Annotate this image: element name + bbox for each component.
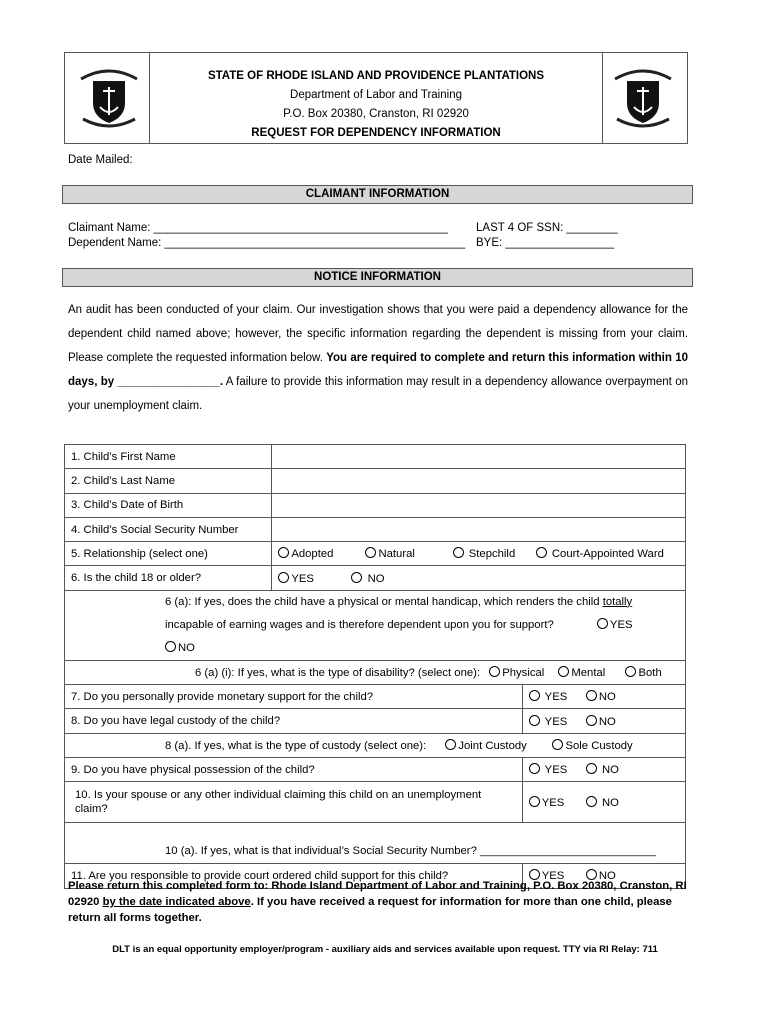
option-label: YES <box>609 618 633 631</box>
table-row <box>65 733 686 757</box>
option-label: Sole Custody <box>565 739 633 752</box>
radio-natural[interactable] <box>365 547 449 560</box>
option-label: Adopted <box>291 548 334 561</box>
radio-adopted[interactable] <box>278 547 362 560</box>
q7-options <box>522 685 685 709</box>
return-instructions <box>68 878 688 926</box>
radio-icon <box>365 547 376 558</box>
q8a-label: 8 (a). If yes, what is the type of custody (select one): <box>165 739 427 752</box>
table-row <box>65 566 686 590</box>
radio-icon <box>586 690 597 701</box>
q10-options <box>522 782 685 823</box>
radio-icon <box>586 715 597 726</box>
table-row <box>65 590 686 660</box>
q2-input[interactable] <box>272 469 686 493</box>
q10-label: 10. Is your spouse or any other individual claiming this child on an unemployment claim? <box>65 782 523 823</box>
q5-label: 5. Relationship (select one) <box>65 542 272 566</box>
option-label: Natural <box>378 548 415 561</box>
radio-sole-custody[interactable] <box>552 739 632 752</box>
q6a-cell <box>65 590 686 660</box>
radio-physical[interactable] <box>489 666 555 679</box>
radio-icon <box>278 547 289 558</box>
radio-icon <box>529 796 540 807</box>
q1-label: 1. Child’s First Name <box>65 445 272 469</box>
q8-label: 8. Do you have legal custody of the child? <box>65 709 523 733</box>
option-label: NO <box>598 870 616 883</box>
q3-input[interactable] <box>272 493 686 517</box>
radio-icon <box>529 690 540 701</box>
radio-joint-custody[interactable] <box>445 739 549 752</box>
radio-yes[interactable] <box>278 572 348 585</box>
q6a-label-cont: incapable of earning wages and is therefore dependent upon you for support? <box>165 618 554 631</box>
q2-label: 2. Child’s Last Name <box>65 469 272 493</box>
q11-label: 11. Are you responsible to provide court ordered child support for this child? <box>65 864 523 888</box>
radio-icon <box>586 796 597 807</box>
department-name: Department of Labor and Training <box>290 89 462 101</box>
dependency-form-table <box>64 444 686 889</box>
radio-no[interactable] <box>586 715 616 728</box>
q4-input[interactable] <box>272 517 686 541</box>
form-title: REQUEST FOR DEPENDENCY INFORMATION <box>251 127 501 139</box>
ssn-field[interactable]: LAST 4 OF SSN: ________ <box>476 222 618 234</box>
q10a-cell <box>65 823 686 864</box>
header-divider <box>602 53 603 143</box>
q6ai-cell <box>65 660 686 684</box>
notice-text: An audit has been conducted of your claim. Our investigation shows that you were paid a dependency allowance for the dependent child named above; however, the specific information regarding the dependent is missing from your claim. Please complete the requested information below. <box>68 304 688 364</box>
table-row <box>65 660 686 684</box>
q6a-label-underlined: totally <box>602 595 633 608</box>
table-row <box>65 709 686 733</box>
option-label: NO <box>598 691 616 704</box>
radio-both[interactable] <box>625 666 661 679</box>
radio-mental[interactable] <box>558 666 622 679</box>
radio-no[interactable] <box>165 637 195 660</box>
option-label: YES <box>541 796 565 809</box>
notice-section-title: NOTICE INFORMATION <box>62 268 693 287</box>
notice-paragraph <box>68 298 688 418</box>
option-label: Both <box>638 666 662 679</box>
radio-icon <box>558 666 569 677</box>
q4-label: 4. Child’s Social Security Number <box>65 517 272 541</box>
radio-no[interactable] <box>586 763 619 776</box>
claimant-section-title: CLAIMANT INFORMATION <box>62 185 693 204</box>
radio-icon <box>489 666 500 677</box>
q6a-label: 6 (a): If yes, does the child have a physical or mental handicap, which renders the child <box>165 595 603 608</box>
state-name: STATE OF RHODE ISLAND AND PROVIDENCE PLANTATIONS <box>207 70 545 82</box>
table-row <box>65 517 686 541</box>
radio-no[interactable] <box>351 572 384 585</box>
radio-no[interactable] <box>586 796 619 809</box>
option-label: Court-Appointed Ward <box>551 548 664 561</box>
radio-icon <box>529 715 540 726</box>
q1-input[interactable] <box>272 445 686 469</box>
date-mailed-label: Date Mailed: <box>68 154 133 166</box>
table-row <box>65 542 686 566</box>
dependent-name-field[interactable]: Dependent Name: _______________________________________________ <box>68 237 466 249</box>
return-text: Please return this completed form to: Rhode Island Department of Labor and Training, P.O. Box 20380, Cranston, RI 02920 <box>68 880 687 908</box>
q6-options <box>272 566 686 590</box>
q10a-label[interactable]: 10 (a). If yes, what is that individual’s Social Security Number? ____________________________ <box>165 845 656 858</box>
radio-icon <box>536 547 547 558</box>
state-seal-anchor-icon <box>71 59 147 135</box>
radio-icon <box>552 739 563 750</box>
q3-label: 3. Child’s Date of Birth <box>65 493 272 517</box>
q6ai-label: 6 (a) (i): If yes, what is the type of disability? (select one): <box>195 666 481 679</box>
radio-stepchild[interactable] <box>453 547 533 560</box>
radio-yes[interactable] <box>597 614 653 637</box>
option-label: Mental <box>571 666 606 679</box>
option-label: YES <box>544 764 568 777</box>
department-address: P.O. Box 20380, Cranston, RI 02920 <box>283 108 469 120</box>
return-text-underlined: by the date indicated above <box>102 896 251 908</box>
radio-no[interactable] <box>586 690 616 703</box>
form-header <box>64 52 688 144</box>
option-label: NO <box>178 641 195 654</box>
radio-court-appointed-ward[interactable] <box>536 547 664 560</box>
return-text-cont: . If you have received a request for information for more than one child, please return all forms together. <box>68 896 672 924</box>
radio-yes[interactable] <box>529 796 583 809</box>
radio-icon <box>351 572 362 583</box>
state-seal-anchor-icon <box>605 59 681 135</box>
table-row <box>65 445 686 469</box>
radio-yes[interactable] <box>529 690 583 703</box>
radio-icon <box>597 618 608 629</box>
option-label: Physical <box>502 666 545 679</box>
radio-icon <box>165 641 176 652</box>
q9-label: 9. Do you have physical possession of the child? <box>65 757 523 781</box>
q9-options <box>522 757 685 781</box>
header-text <box>155 67 597 143</box>
table-row <box>65 493 686 517</box>
radio-icon <box>529 763 540 774</box>
option-label: YES <box>541 870 565 883</box>
option-label: NO <box>602 764 619 777</box>
notice-overpayment-text: A failure to provide this information may result in a dependency allowance overpayment on your unemployment claim. <box>68 376 689 412</box>
option-label: NO <box>602 796 619 809</box>
q6-label: 6. Is the child 18 or older? <box>65 566 272 590</box>
eeo-statement: DLT is an equal opportunity employer/program - auxiliary aids and services available upon request. TTY via RI Relay: 711 <box>112 944 658 955</box>
q8-options <box>522 709 685 733</box>
table-row <box>65 823 686 864</box>
table-row <box>65 469 686 493</box>
radio-icon <box>453 547 464 558</box>
option-label: Joint Custody <box>458 739 527 752</box>
radio-yes[interactable] <box>529 715 583 728</box>
bye-field[interactable]: BYE: _________________ <box>476 237 615 249</box>
option-label: YES <box>291 572 314 585</box>
radio-icon <box>625 666 636 677</box>
q5-options <box>272 542 686 566</box>
option-label: Stepchild <box>468 548 516 561</box>
radio-icon <box>586 763 597 774</box>
option-label: NO <box>598 715 616 728</box>
radio-yes[interactable] <box>529 763 583 776</box>
radio-icon <box>445 739 456 750</box>
q8a-cell <box>65 733 686 757</box>
table-row <box>65 757 686 781</box>
notice-required-text: You are required to complete and return this information within 10 days, by ________________. <box>68 352 688 388</box>
option-label: YES <box>544 691 568 704</box>
claimant-name-field[interactable]: Claimant Name: ______________________________________________ <box>68 222 448 234</box>
option-label: NO <box>367 572 385 585</box>
header-divider <box>149 53 150 143</box>
q7-label: 7. Do you personally provide monetary support for the child? <box>65 685 523 709</box>
table-row <box>65 685 686 709</box>
radio-icon <box>278 572 289 583</box>
option-label: YES <box>544 715 568 728</box>
table-row <box>65 782 686 823</box>
